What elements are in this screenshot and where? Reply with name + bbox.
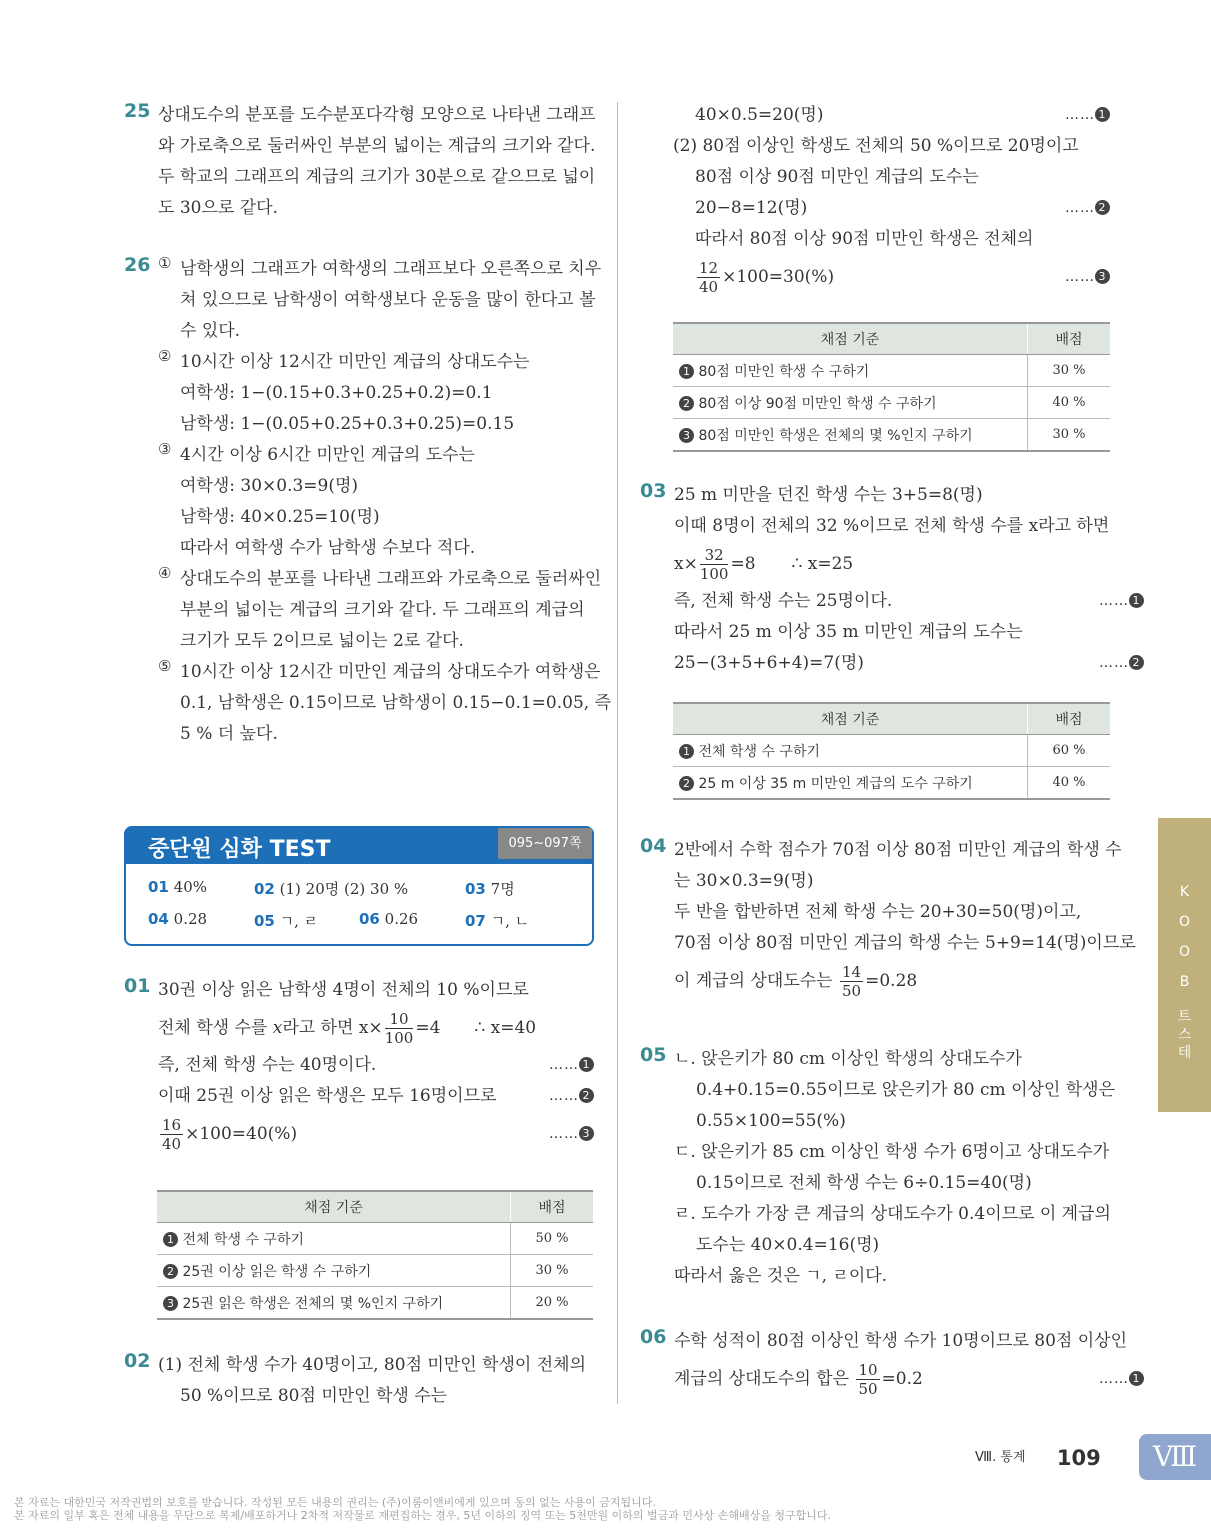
text: 40×0.5=20(명) [695,105,824,125]
answer-value: 40% [173,878,207,896]
text: =4 [415,1018,441,1038]
step-3-icon: 3 [1095,269,1110,284]
denominator: 50 [858,1380,878,1398]
numerator: 14 [842,963,862,981]
step-marker: …… 3 [549,1112,594,1156]
step-2-icon: 2 [679,396,694,411]
step-marker: …… 1 [1099,586,1144,617]
step-line [673,255,1110,299]
text-line: 남학생의 그래프가 여학생의 그래프보다 오른쪽으로 치우 [180,259,602,279]
formula-line [674,542,1144,586]
text-line: 50 %이므로 80점 미만인 학생 수는 [180,1386,448,1406]
problem-25 [124,100,594,224]
test-header [124,826,594,866]
question-number: 01 [124,975,151,997]
text: x× [358,1018,383,1038]
text-line: 80점 이상 90점 미만인 계급의 도수는 [695,167,979,187]
answer-item [465,910,529,931]
chapter-label: Ⅷ. 통계 [975,1450,1026,1465]
text-line: 수 있다. [180,321,241,341]
score-value: 50 % [511,1223,594,1255]
variable: x [272,1018,283,1038]
step-3-icon: 3 [579,1126,594,1141]
denominator: 100 [699,565,729,583]
text-line: 는 30×0.3=9(명) [674,871,814,891]
question-01 [124,975,594,1156]
answer-item [359,910,418,928]
score-value: 30 % [1028,419,1111,452]
choice-4 [158,564,602,657]
choice-marker: ① [158,254,172,272]
step-line [158,1081,594,1112]
scoring-table-02 [673,322,1110,452]
criteria-text: 25권 이상 읽은 학생 수 구하기 [182,1263,372,1280]
text-line: ㄹ. 도수가 가장 큰 계급의 상대도수가 0.4이므로 이 계급의 [674,1204,1111,1224]
scoring-table-01 [157,1190,593,1320]
text-line: 따라서 25 m 이상 35 m 미만인 계급의 도수는 [674,622,1023,642]
denominator: 40 [162,1135,182,1153]
answer-number: 04 [148,910,169,928]
answer-value: 7명 [490,880,515,898]
column-header: 배점 [1028,703,1111,735]
tab-letter: 스 [1177,1027,1192,1043]
test-title: 중단원 심화 TEST [148,837,331,862]
choice-marker: ④ [158,564,172,582]
step-line [158,1050,594,1081]
text: x× [674,554,698,574]
footer-line: 본 자료는 대한민국 저작권법의 보호를 받습니다. 작성된 모든 내용의 권리는 (주)이룸이앤비에게 있으며 동의 없는 사용이 금지됩니다. [14,1496,656,1509]
step-line [674,648,1144,679]
text: 25−(3+5+6+4)=7(명) [674,653,864,673]
text: ∴ x=25 [791,554,854,574]
text-line: 0.4+0.15=0.55이므로 앉은키가 80 cm 이상인 학생은 [696,1080,1116,1100]
choice-marker: ② [158,347,172,365]
text-line: 상대도수의 분포를 나타낸 그래프와 가로축으로 둘러싸인 [180,569,602,589]
column-header: 배점 [511,1191,594,1223]
text-line: 도수는 40×0.4=16(명) [696,1235,880,1255]
step-3-icon: 3 [163,1296,178,1311]
text: 계급의 상대도수의 합은 [674,1369,855,1389]
text-line: 30권 이상 읽은 남학생 4명이 전체의 10 %이므로 [158,980,529,1000]
text-line: 70점 이상 80점 미만인 계급의 학생 수는 5+9=14(명)이므로 [674,933,1136,953]
step-3-icon: 3 [679,428,694,443]
step-line [158,1112,594,1156]
question-number: 05 [640,1044,667,1066]
text-line: 이때 8명이 전체의 32 %이므로 전체 학생 수를 x라고 하면 [674,516,1110,536]
criteria-text: 25권 읽은 학생은 전체의 몇 %인지 구하기 [182,1295,444,1312]
text-line: 4시간 이상 6시간 미만인 계급의 도수는 [180,445,475,465]
step-line [673,193,1110,224]
fraction [840,963,863,1000]
step-marker: …… 2 [549,1081,594,1112]
tab-letter: B [1179,974,1190,990]
problem-number: 26 [124,254,151,276]
text-line: 쳐 있으므로 남학생이 여학생보다 운동을 많이 한다고 볼 [180,290,596,310]
table-row [673,355,1110,387]
text-line: 5 % 더 높다. [180,724,278,744]
text-line: 상대도수의 분포를 도수분포다각형 모양으로 나타낸 그래프 [158,105,596,125]
step-marker: …… 2 [1099,648,1144,679]
answer-item [254,910,318,931]
choice-1 [158,254,602,347]
text: 이때 25권 이상 읽은 학생은 모두 16명이므로 [158,1086,497,1106]
score-value: 20 % [511,1287,594,1320]
answer-number: 05 [254,912,275,930]
denominator: 100 [384,1029,414,1047]
text-line: 따라서 여학생 수가 남학생 수보다 적다. [180,538,476,558]
side-tab-testbook [1158,818,1211,1112]
step-marker: …… 1 [549,1050,594,1081]
step-2-icon: 2 [579,1088,594,1103]
tab-letter: 테 [1177,1045,1192,1061]
choice-3 [158,440,594,564]
question-05 [640,1044,1144,1292]
denominator: 40 [699,278,719,296]
tab-letter: K [1179,884,1190,900]
text-line: 남학생: 40×0.25=10(명) [180,507,380,527]
text-line: 10시간 이상 12시간 미만인 계급의 상대도수는 [180,352,530,372]
choice-5 [158,657,612,750]
problem-number: 25 [124,100,151,122]
numerator: 10 [858,1361,878,1379]
text: 20−8=12(명) [695,198,808,218]
test-page-range: 095~097쪽 [498,828,592,859]
copyright-footer [14,1496,831,1522]
step-1-icon: 1 [1129,593,1144,608]
table-row [673,767,1110,800]
step-marker: …… 2 [1065,193,1110,224]
problem-26 [124,254,612,750]
question-06 [640,1326,1144,1401]
text-line: 도 30으로 같다. [158,198,278,218]
text-line: 25 m 미만을 던진 학생 수는 3+5=8(명) [674,485,983,505]
test-answers [124,862,594,946]
step-2-icon: 2 [1129,655,1144,670]
text-line: 따라서 80점 이상 90점 미만인 학생은 전체의 [695,229,1034,249]
text-line: 크기가 모두 2이므로 넓이는 2로 같다. [180,631,464,651]
criteria-text: 80점 미만인 학생 수 구하기 [698,363,870,380]
choice-marker: ③ [158,440,172,458]
numerator: 12 [699,259,719,277]
text: ×100=30(%) [722,267,835,287]
step-1-icon: 1 [679,744,694,759]
answer-number: 02 [254,880,275,898]
choice-2 [158,347,594,440]
text-line: 두 학교의 그래프의 계급의 크기가 30분으로 같으므로 넓이 [158,167,596,187]
formula-line [158,1006,594,1050]
table-row [157,1287,593,1320]
text-line: 여학생: 30×0.3=9(명) [180,476,359,496]
criteria-text: 전체 학생 수 구하기 [182,1231,304,1248]
criteria-text: 25 m 이상 35 m 미만인 계급의 도수 구하기 [698,775,973,792]
page-number: 109 [1056,1446,1101,1470]
answer-value: 0.28 [173,910,208,928]
text: 이 계급의 상대도수는 [674,971,839,991]
text: =0.28 [865,971,918,991]
answer-item [254,878,408,899]
step-1-icon: 1 [1129,1371,1144,1386]
table-row [157,1255,593,1287]
criteria-text: 80점 이상 90점 미만인 학생 수 구하기 [698,395,937,412]
answer-number: 07 [465,912,486,930]
score-value: 40 % [1028,387,1111,419]
text-line: 두 반을 합반하면 전체 학생 수는 20+30=50(명)이고, [674,902,1082,922]
text-line: 0.15이므로 전체 학생 수는 6÷0.15=40(명) [696,1173,1032,1193]
page-info [975,1446,1101,1470]
answer-value: 0.26 [384,910,419,928]
text-line: 여학생: 1−(0.15+0.3+0.25+0.2)=0.1 [180,383,493,403]
step-2-icon: 2 [1095,200,1110,215]
numerator: 16 [162,1116,182,1134]
criteria-text: 80점 미만인 학생은 전체의 몇 %인지 구하기 [698,427,973,444]
formula-line [674,959,1144,1003]
tab-letter: O [1178,944,1191,960]
text-line: 와 가로축으로 둘러싸인 부분의 넓이는 계급의 크기와 같다. [158,136,596,156]
text: ×100=40(%) [185,1124,298,1144]
scoring-table-03 [673,702,1110,800]
question-04 [640,835,1144,1003]
step-line [674,586,1144,617]
text-line: 수학 성적이 80점 이상인 학생 수가 10명이므로 80점 이상인 [674,1331,1127,1351]
step-1-icon: 1 [579,1057,594,1072]
step-1-icon: 1 [679,364,694,379]
text-line: 2반에서 수학 점수가 70점 이상 80점 미만인 계급의 학생 수 [674,840,1122,860]
column-header: 배점 [1028,323,1111,355]
footer-line: 본 자료의 일부 혹은 전체 내용을 무단으로 복제/배포하거나 2차적 저작물로 재편집하는 경우, 5년 이하의 징역 또는 5천만원 이하의 벌금과 민사상 손해배상을 청구합니다. [14,1509,832,1522]
text: 즉, 전체 학생 수는 40명이다. [158,1055,377,1075]
step-2-icon: 2 [163,1264,178,1279]
score-value: 60 % [1028,735,1111,767]
table-row [673,387,1110,419]
text-line: 부분의 넓이는 계급의 크기와 같다. 두 그래프의 계급의 [180,600,585,620]
fraction [856,1361,879,1398]
text-line: 따라서 옳은 것은 ㄱ, ㄹ이다. [674,1266,888,1286]
denominator: 50 [842,982,862,1000]
criteria-text: 전체 학생 수 구하기 [698,743,820,760]
text-line: ㄴ. 앉은키가 80 cm 이상인 학생의 상대도수가 [674,1049,1022,1069]
table-row [673,419,1110,452]
text: ∴ x=40 [474,1018,537,1038]
question-number: 04 [640,835,667,857]
answer-number: 06 [359,910,380,928]
choice-marker: ⑤ [158,657,172,675]
score-value: 40 % [1028,767,1111,800]
chapter-badge: Ⅷ [1139,1434,1211,1480]
step-marker: …… 1 [1099,1357,1144,1401]
answer-item [465,878,515,899]
fraction [700,546,729,583]
answer-item [148,878,207,896]
score-value: 30 % [511,1255,594,1287]
answer-value: ㄱ, ㄴ [490,912,530,930]
tab-letter: O [1178,914,1191,930]
left-column [124,100,612,750]
text-line: (1) 전체 학생 수가 40명이고, 80점 미만인 학생이 전체의 [158,1355,586,1375]
answer-value: ㄱ, ㄹ [279,912,319,930]
answer-value: (1) 20명 (2) 30 % [279,880,409,898]
text-line: 10시간 이상 12시간 미만인 계급의 상대도수가 여학생은 [180,662,601,682]
question-number: 02 [124,1350,151,1372]
text: =8 [730,554,756,574]
answer-number: 03 [465,880,486,898]
text-line: ㄷ. 앉은키가 85 cm 이상인 학생 수가 6명이고 상대도수가 [674,1142,1110,1162]
step-1-icon: 1 [1095,107,1110,122]
text-line: 남학생: 1−(0.05+0.25+0.3+0.25)=0.15 [180,414,515,434]
text-line: (2) 80점 이상인 학생도 전체의 50 %이므로 20명이고 [673,136,1079,156]
question-02 [124,1350,608,1412]
answer-item [148,910,207,928]
text: 즉, 전체 학생 수는 25명이다. [674,591,893,611]
table-row [157,1223,593,1255]
fraction [697,259,720,296]
step-2-icon: 2 [679,776,694,791]
question-03 [640,480,1144,679]
answer-number: 01 [148,878,169,896]
text: 라고 하면 [282,1018,359,1038]
column-header: 채점 기준 [673,703,1028,735]
question-02-continued [673,100,1110,299]
step-line [673,100,1110,131]
numerator: 32 [700,546,729,565]
score-value: 30 % [1028,355,1111,387]
text-line: 0.1, 남학생은 0.15이므로 남학생이 0.15−0.1=0.05, 즉 [180,693,612,713]
text-line: 0.55×100=55(%) [696,1111,846,1131]
numerator: 10 [385,1010,414,1029]
table-row [673,735,1110,767]
tab-letter: 트 [1177,1009,1192,1025]
step-line [674,1357,1144,1401]
column-divider [617,102,618,1404]
step-1-icon: 1 [163,1232,178,1247]
question-number: 06 [640,1326,667,1348]
fraction [160,1116,183,1153]
step-marker: …… 3 [1065,255,1110,299]
step-marker: …… 1 [1065,100,1110,131]
column-header: 채점 기준 [673,323,1028,355]
question-number: 03 [640,480,667,502]
text: =0.2 [881,1369,923,1389]
fraction [385,1010,414,1047]
column-header: 채점 기준 [157,1191,511,1223]
text: 전체 학생 수를 [158,1018,273,1038]
